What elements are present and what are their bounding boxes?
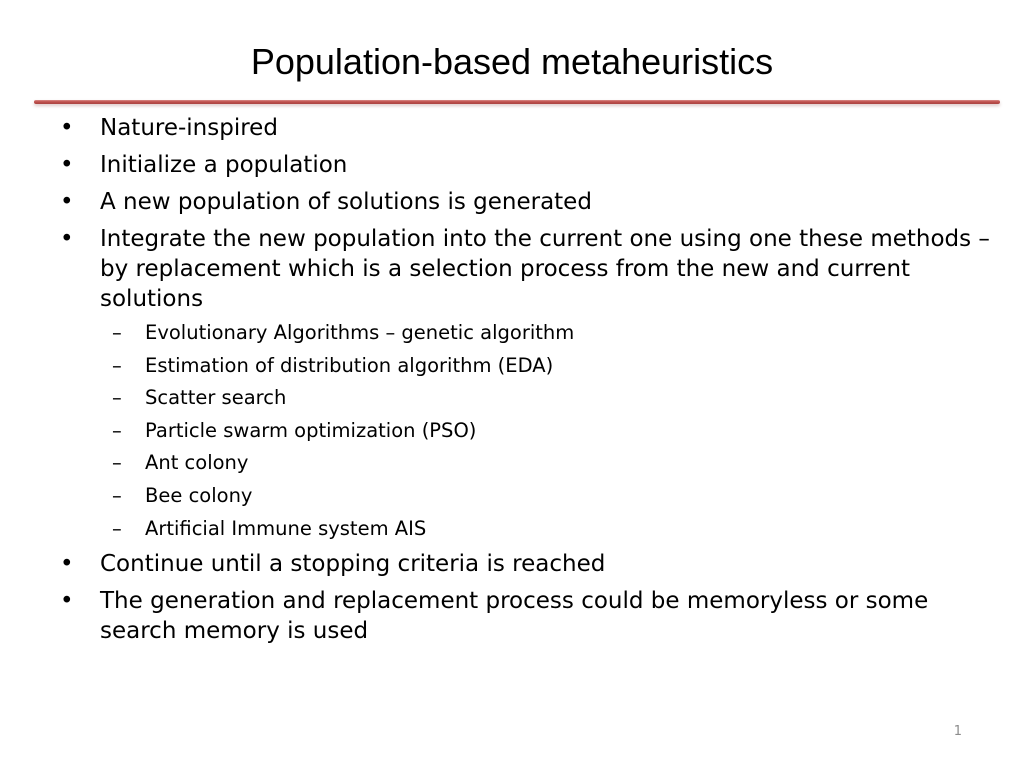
dash-icon: – [112, 451, 122, 475]
sub-bullet-item [100, 418, 990, 444]
bullet-text: Nature-inspired [100, 115, 278, 141]
bullet-icon: • [60, 115, 74, 141]
bullet-text: Continue until a stopping criteria is reached [100, 550, 606, 577]
slide-body [60, 113, 990, 653]
sub-bullet-item [100, 385, 990, 411]
sub-bullet-text: Particle swarm optimization (PSO) [145, 418, 477, 442]
dash-icon: – [112, 321, 122, 344]
bullet-item [60, 586, 990, 646]
sub-bullet-item [100, 483, 990, 509]
bullet-text: Integrate the new population into the current one using one these methods – by replacement which is a selection process from the new and current solutions [100, 226, 990, 312]
bullet-item [60, 549, 990, 579]
bullet-icon: • [60, 587, 74, 614]
bullet-icon: • [60, 226, 74, 252]
sub-bullet-text: Evolutionary Algorithms – genetic algorithm [145, 321, 575, 344]
sub-bullet-text: Artificial Immune system AIS [145, 516, 427, 540]
slide-title: Population-based metaheuristics [250, 41, 774, 82]
bullet-text: A new population of solutions is generated [100, 189, 592, 215]
bullet-icon: • [60, 152, 74, 178]
sub-bullet-text: Scatter search [145, 386, 287, 410]
sub-bullet-list [100, 320, 990, 542]
bullet-item [60, 187, 990, 217]
dash-icon: – [112, 386, 122, 410]
bullet-text: Initialize a population [100, 152, 348, 178]
dash-icon: – [112, 353, 122, 377]
sub-bullet-item [100, 353, 990, 379]
sub-bullet-item [100, 516, 990, 542]
bullet-icon: • [60, 550, 74, 577]
page-number: 1 [953, 724, 962, 739]
dash-icon: – [112, 483, 122, 507]
bullet-icon: • [60, 189, 74, 215]
sub-bullet-text: Bee colony [145, 483, 253, 507]
dash-icon: – [112, 418, 122, 442]
bullet-list [60, 113, 990, 646]
bullet-item [60, 224, 990, 542]
sub-bullet-item [100, 450, 990, 476]
bullet-item [60, 113, 990, 143]
sub-bullet-text: Estimation of distribution algorithm (EDA) [145, 353, 554, 377]
sub-bullet-text: Ant colony [145, 451, 249, 475]
dash-icon: – [112, 516, 122, 540]
title-divider [34, 100, 1000, 104]
bullet-text: The generation and replacement process could be memoryless or some search memory is used [100, 587, 929, 644]
sub-bullet-item [100, 320, 990, 346]
bullet-item [60, 150, 990, 180]
